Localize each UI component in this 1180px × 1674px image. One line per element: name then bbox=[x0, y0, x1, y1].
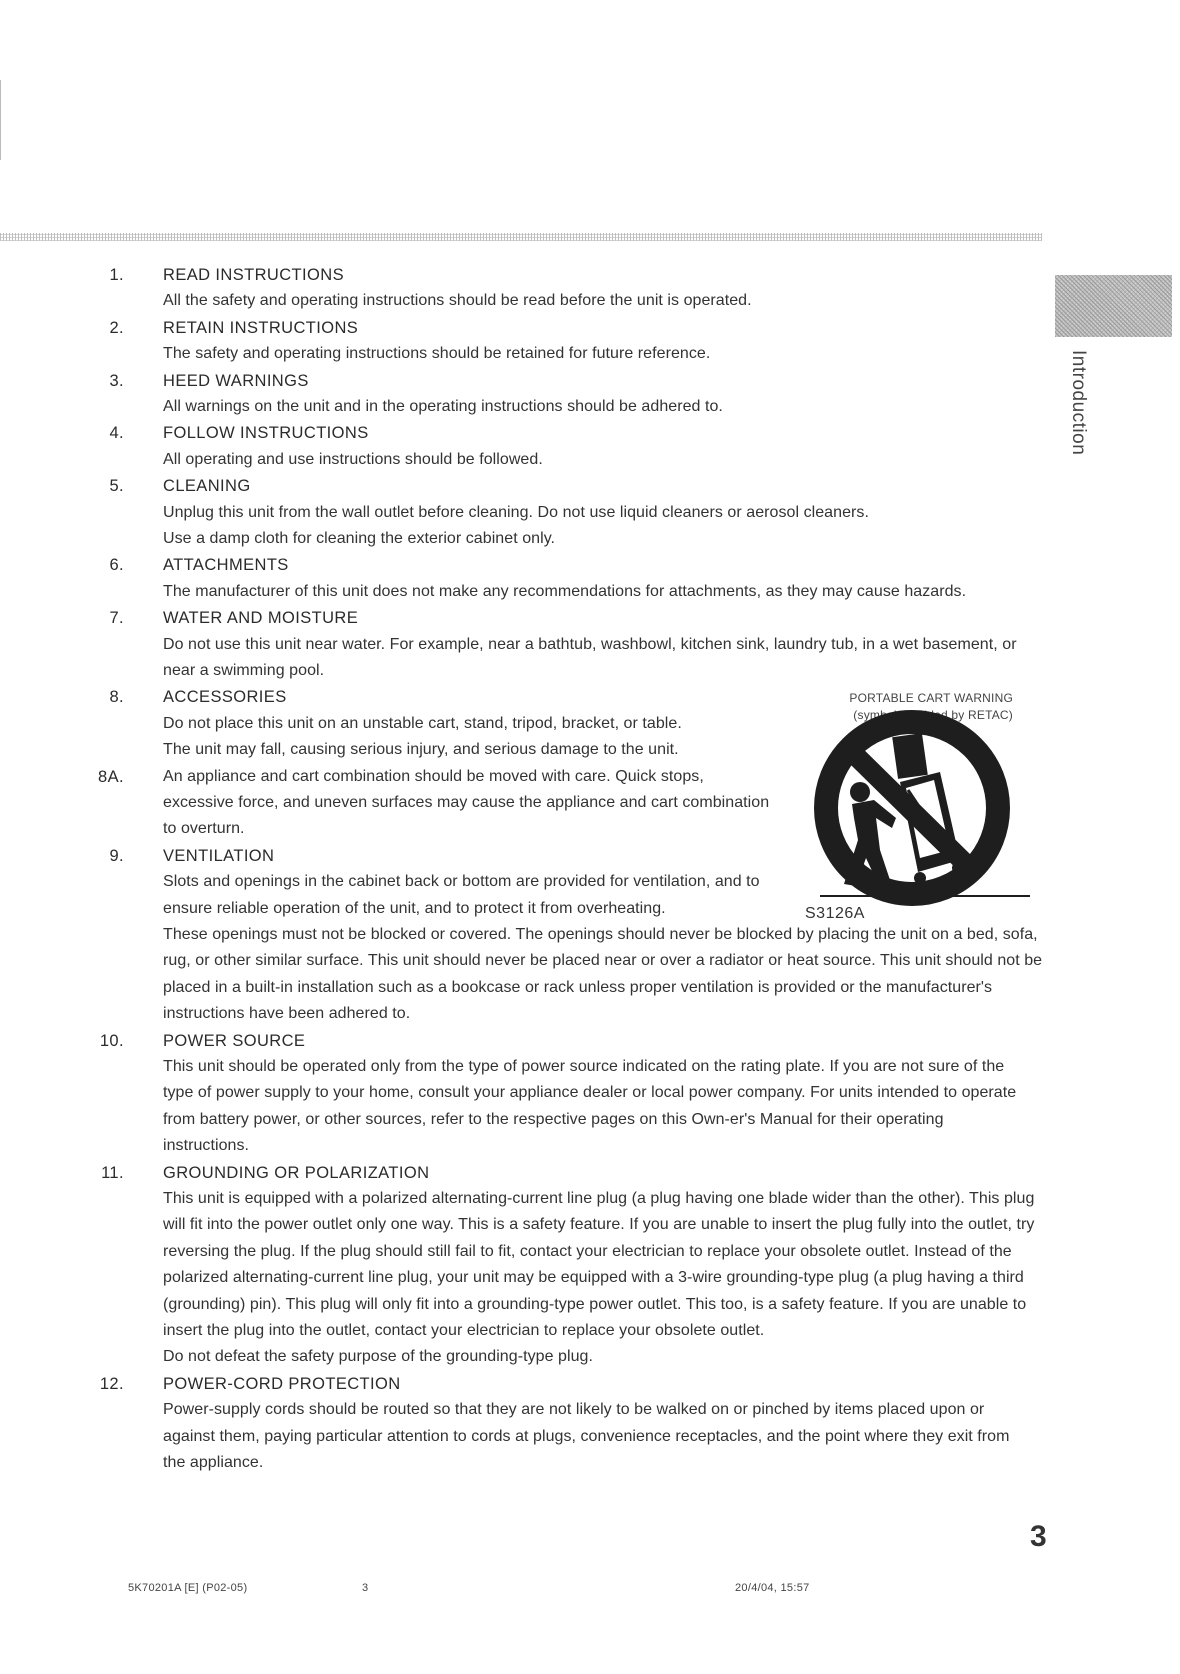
item-title: READ INSTRUCTIONS bbox=[163, 266, 344, 284]
list-item bbox=[101, 1160, 1035, 1371]
item-title: RETAIN INSTRUCTIONS bbox=[163, 318, 359, 337]
item-number: 3. bbox=[109, 371, 124, 390]
item-text: Do not defeat the safety purpose of the grounding-type plug. bbox=[163, 1348, 593, 1366]
item-number: 12. bbox=[99, 1374, 124, 1393]
item-text: The unit may fall, causing serious injury, and serious damage to the unit. bbox=[163, 741, 679, 759]
item-number: 11. bbox=[101, 1163, 124, 1182]
item-text: An appliance and cart combination should be moved with care. Quick stops, excessive force, and uneven surfaces may cause the appliance and cart combination to overturn. bbox=[163, 767, 770, 838]
page-number: 3 bbox=[1030, 1520, 1047, 1553]
item-text: The manufacturer of this unit does not make any recommendations for attachments, as they may cause hazards. bbox=[163, 582, 967, 600]
item-title: ACCESSORIES bbox=[163, 688, 287, 707]
list-item bbox=[109, 262, 1030, 315]
item-text: All the safety and operating instructions should be read before the unit is operated. bbox=[163, 292, 752, 310]
item-text: Do not place this unit on an unstable cart, stand, tripod, bracket, or table. bbox=[163, 714, 682, 732]
item-number: 8A. bbox=[98, 767, 124, 786]
cart-warning-symbol-icon bbox=[800, 690, 1035, 930]
item-title: VENTILATION bbox=[163, 846, 275, 865]
item-number: 8. bbox=[109, 688, 124, 707]
cart-warning-title: PORTABLE CART WARNING bbox=[849, 691, 1013, 705]
list-item bbox=[109, 315, 1030, 368]
item-text: All operating and use instructions should be followed. bbox=[163, 450, 543, 468]
list-item bbox=[109, 552, 1030, 605]
list-item bbox=[109, 473, 1030, 552]
section-label-text: Introduction bbox=[1068, 350, 1089, 456]
cart-warning-credit: (symbol provided by RETAC) bbox=[853, 708, 1013, 722]
item-number: 2. bbox=[109, 318, 124, 337]
item-text: The safety and operating instructions should be retained for future reference. bbox=[163, 345, 711, 363]
item-title: POWER-CORD PROTECTION bbox=[163, 1374, 401, 1393]
item-number: 1. bbox=[109, 266, 124, 284]
item-text: Power-supply cords should be routed so that they are not likely to be walked on or pinched by items placed upon or against them, paying particular attention to cords at plugs, convenience receptacles, and the point where they exit from the appliance. bbox=[163, 1401, 1010, 1472]
cart-warning-code: S3126A bbox=[805, 905, 865, 922]
list-item bbox=[99, 1028, 1030, 1160]
item-text: Unplug this unit from the wall outlet before cleaning. Do not use liquid cleaners or aerosol cleaners. bbox=[163, 503, 869, 521]
item-text: All warnings on the unit and in the operating instructions should be adhered to. bbox=[163, 397, 723, 415]
header-dotted-rule bbox=[0, 233, 1042, 241]
item-number: 6. bbox=[109, 556, 124, 575]
item-title: GROUNDING OR POLARIZATION bbox=[163, 1163, 430, 1182]
list-item bbox=[99, 1371, 1030, 1477]
item-title: CLEANING bbox=[163, 477, 251, 496]
footer-sheet-number: 3 bbox=[362, 1582, 369, 1594]
item-text: This unit should be operated only from the type of power source indicated on the rating plate. If you are not sure of the type of power supply to your home, consult your appliance dealer or local power company. For units intended to operate from battery power, or other sources, refer to the respective pages on this Own-er's Manual for their operating instructions. bbox=[163, 1058, 1017, 1155]
item-title: POWER SOURCE bbox=[163, 1031, 306, 1050]
footer-timestamp: 20/4/04, 15:57 bbox=[735, 1582, 810, 1594]
item-number: 4. bbox=[109, 424, 124, 443]
scan-edge-mark bbox=[0, 80, 1, 160]
item-title: FOLLOW INSTRUCTIONS bbox=[163, 424, 369, 443]
section-tab bbox=[1055, 275, 1172, 337]
footer-doc-code: 5K70201A [E] (P02-05) bbox=[128, 1582, 248, 1594]
item-title: WATER AND MOISTURE bbox=[163, 609, 359, 628]
item-text: Slots and openings in the cabinet back or bottom are provided for ventilation, and to ensure reliable operation of the unit, and to protect it from overheating. bbox=[163, 873, 760, 917]
item-number: 5. bbox=[109, 477, 124, 496]
item-text: This unit is equipped with a polarized alternating-current line plug (a plug having one blade wider than the other). This plug will fit into the power outlet only one way. This is a safety feature. If you are unable to insert the plug fully into the outlet, try reversing the plug. If the plug should still fail to fit, contact your electrician to replace your obsolete outlet. Instead of the polarized alternating-current line plug, your unit may be equipped with a 3-wire grounding-type plug (a plug having a third (grounding) pin). This plug will only fit into a grounding-type power outlet. This too, is a safety feature. If you are unable to insert the plug into the outlet, contact your electrician to replace your obsolete outlet. bbox=[163, 1190, 1035, 1340]
item-title: HEED WARNINGS bbox=[163, 371, 309, 390]
item-number: 10. bbox=[99, 1031, 124, 1050]
item-text: Do not use this unit near water. For example, near a bathtub, washbowl, kitchen sink, laundry tub, in a wet basement, or near a swimming pool. bbox=[163, 635, 1017, 679]
item-text: These openings must not be blocked or covered. The openings should never be blocked by placing the unit on a bed, sofa, rug, or other similar surface. This unit should never be placed near or over a radiator or heat source. This unit should not be placed in a built-in installation such as a bookcase or rack unless proper ventilation is provided or the manufacturer's instructions have been adhered to. bbox=[163, 926, 1043, 1023]
item-text: Use a damp cloth for cleaning the exterior cabinet only. bbox=[163, 529, 556, 547]
item-title: ATTACHMENTS bbox=[163, 556, 289, 575]
list-item bbox=[109, 420, 1030, 473]
list-item bbox=[109, 368, 1030, 421]
list-item bbox=[109, 605, 1030, 684]
item-number: 9. bbox=[109, 846, 124, 865]
item-number: 7. bbox=[109, 609, 124, 628]
section-label bbox=[1063, 350, 1093, 456]
